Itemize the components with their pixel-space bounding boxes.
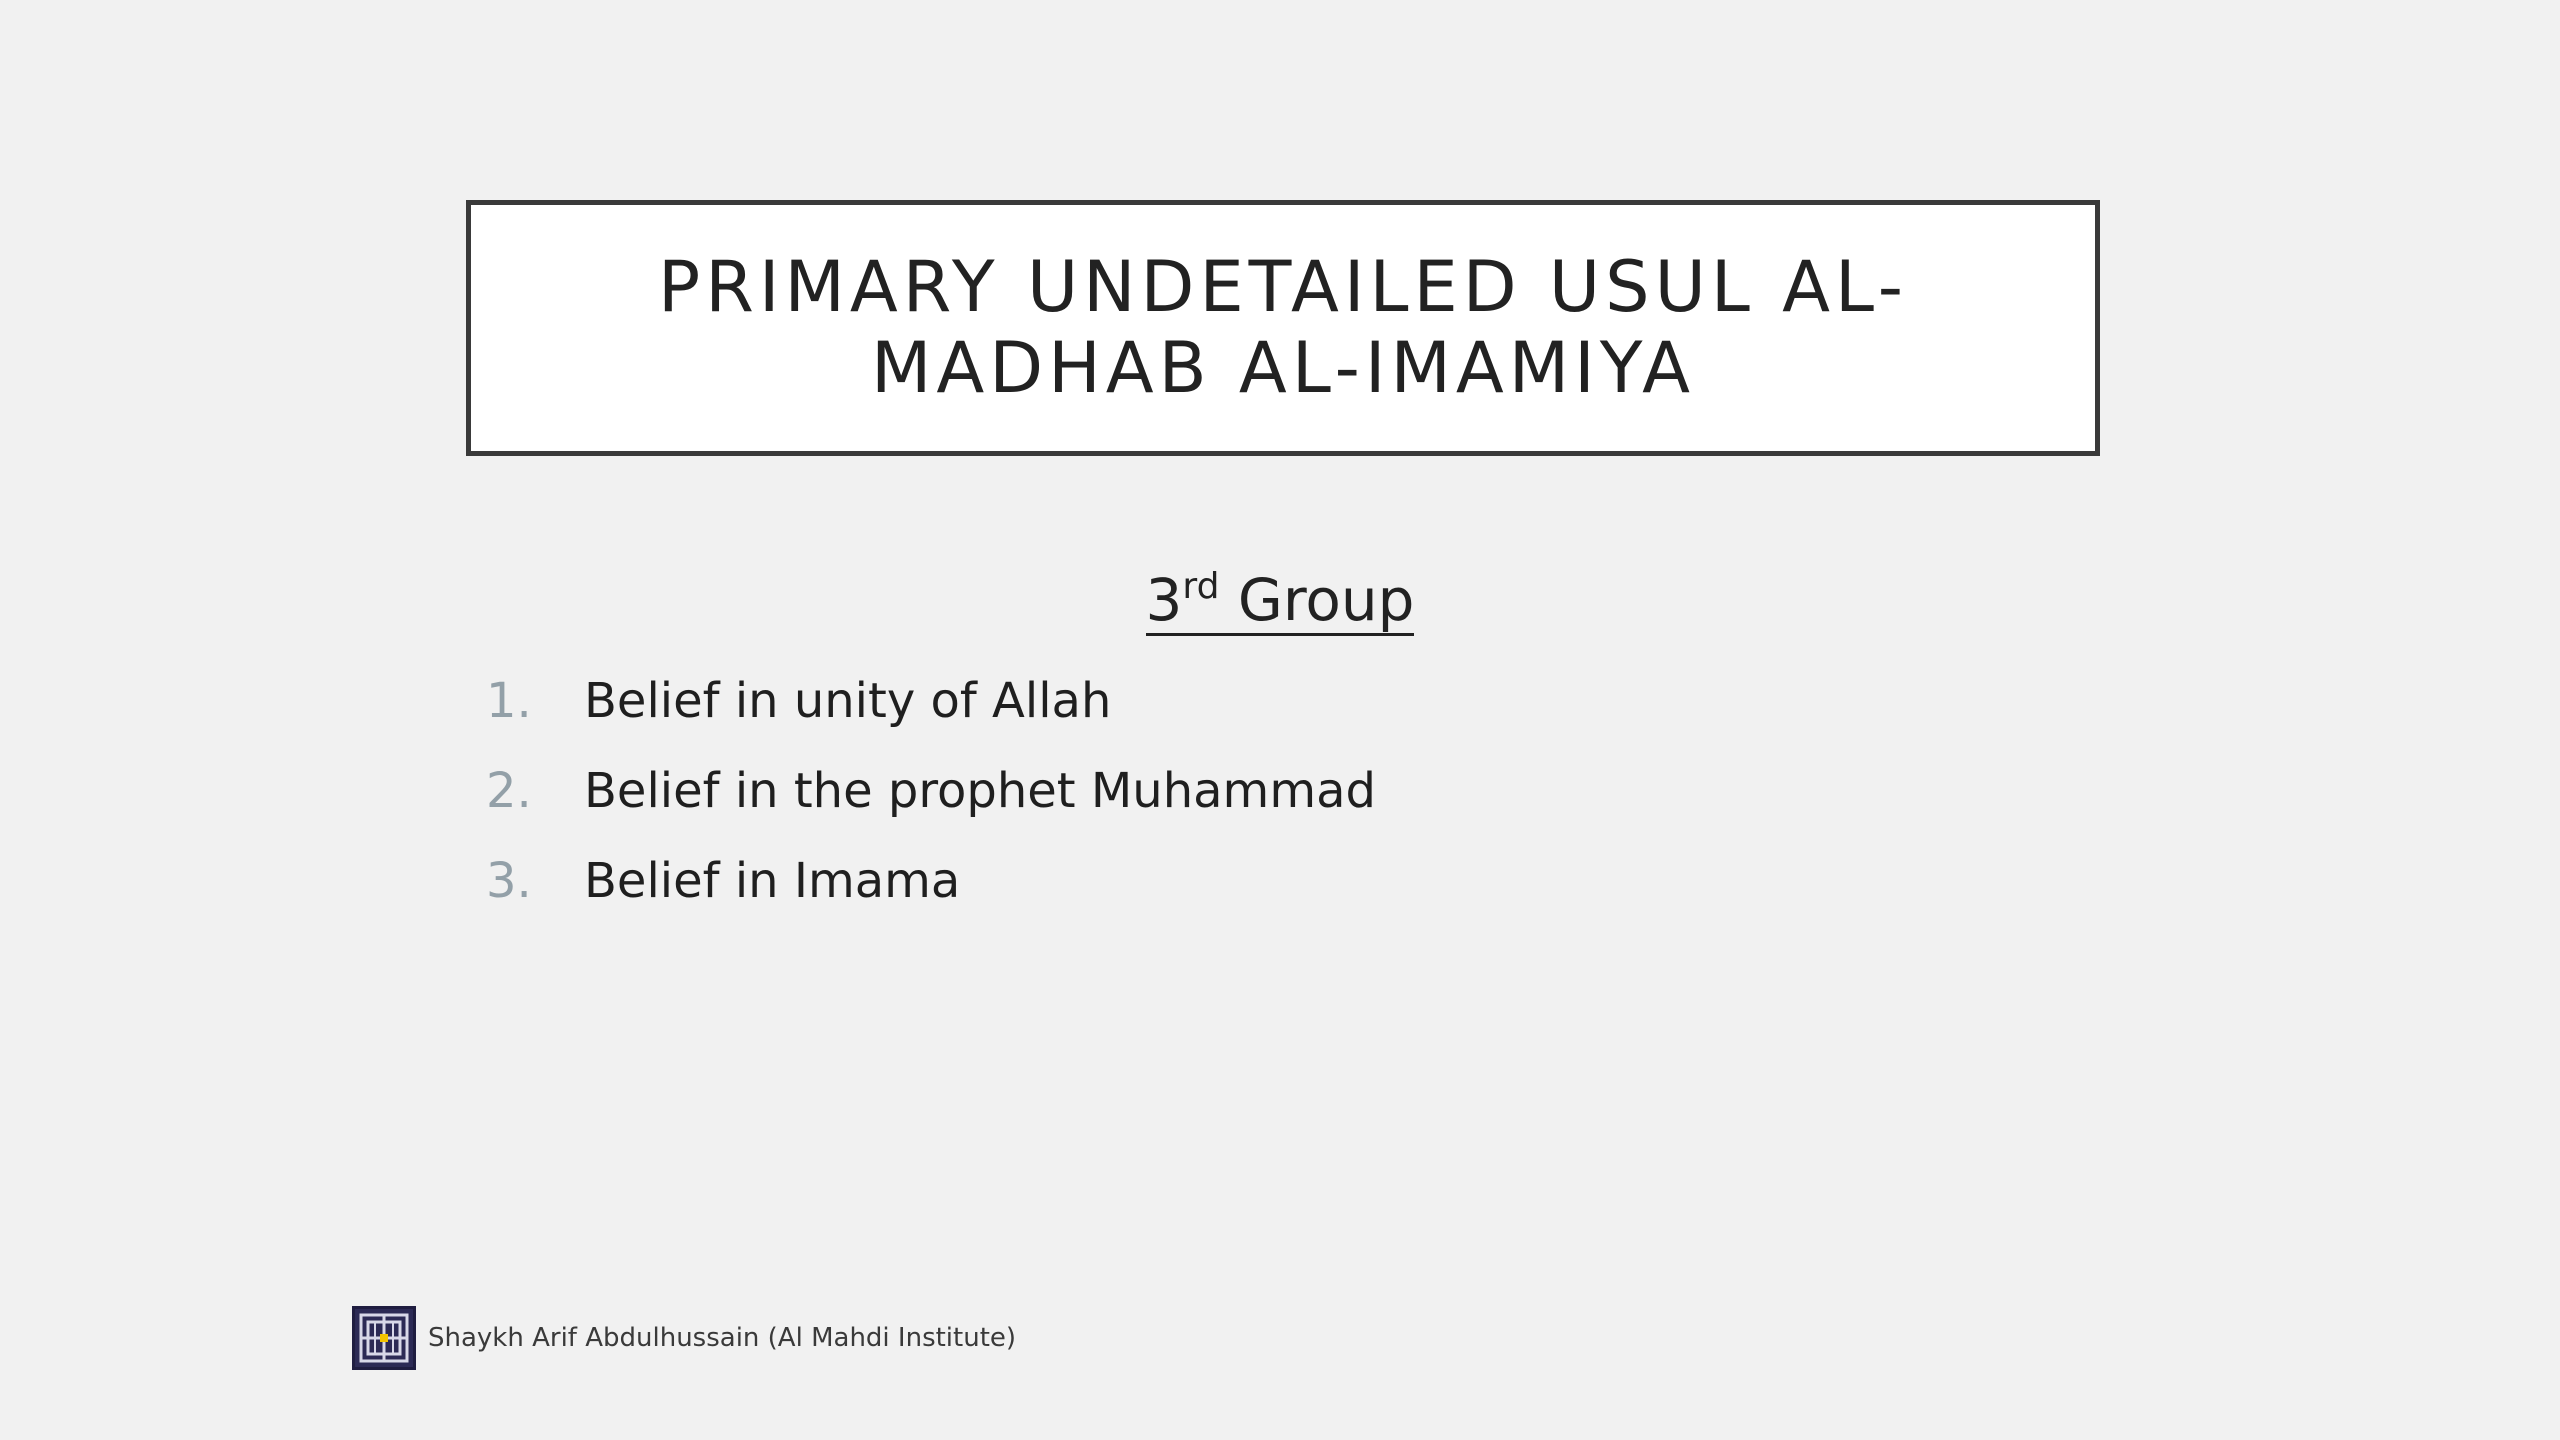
list-item-number: 2. [486, 763, 532, 819]
group-heading-number: 3 [1145, 566, 1183, 634]
group-heading-suffix: rd [1182, 566, 1220, 607]
group-heading-word: Group [1237, 566, 1415, 634]
list-item [486, 665, 1376, 755]
slide-title: PRIMARY UNDETAILED USUL AL-MADHAB AL-IMAMIYA [658, 246, 1908, 409]
square-kufic-logo-icon [352, 1306, 416, 1370]
group-heading [0, 560, 2560, 640]
footer [352, 1306, 1016, 1370]
list-item [486, 845, 1376, 935]
footer-credit: Shaykh Arif Abdulhussain (Al Mahdi Institute) [428, 1323, 1017, 1353]
group-heading-underline [1146, 567, 1415, 636]
list-item-text: Belief in unity of Allah [584, 673, 1112, 729]
belief-list [486, 665, 1376, 935]
title-box [466, 200, 2100, 456]
list-item-text: Belief in the prophet Muhammad [584, 763, 1376, 819]
list-item [486, 755, 1376, 845]
list-item-text: Belief in Imama [584, 853, 961, 909]
list-item-number: 3. [486, 853, 532, 909]
list-item-number: 1. [486, 673, 532, 729]
